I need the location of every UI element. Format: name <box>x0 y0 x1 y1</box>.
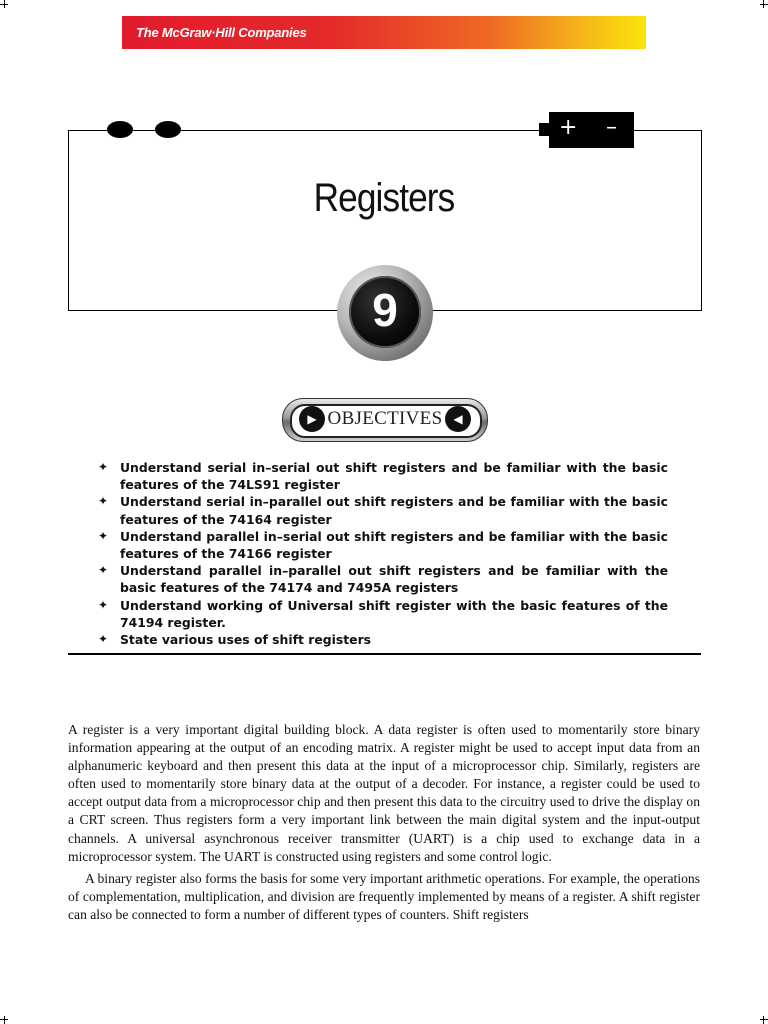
objective-item <box>98 459 668 493</box>
crop-mark-tr-v <box>763 0 764 8</box>
objective-text: Understand working of Universal shift register with the basic features of the 74194 register. <box>120 597 668 630</box>
circuit-node-right <box>155 121 181 138</box>
crop-mark-tl-v <box>4 0 5 8</box>
chapter-number: 9 <box>372 284 398 336</box>
crop-mark-bl-v <box>4 1016 5 1024</box>
bullet-icon: ✦ <box>98 494 109 509</box>
objective-item <box>98 597 668 631</box>
objective-text: Understand parallel in–parallel out shift registers and be familiar with the basic features of the 74174 and 7495A registers <box>120 563 668 596</box>
circuit-node-left <box>107 121 133 138</box>
battery-minus-symbol: – <box>606 115 617 140</box>
bullet-icon: ✦ <box>98 597 109 612</box>
section-divider <box>68 653 701 655</box>
objective-item <box>98 562 668 596</box>
publisher-name: The McGraw·Hill Companies <box>136 25 307 40</box>
objective-text: Understand serial in–parallel out shift registers and be familiar with the basic features of the 74164 register <box>120 494 668 527</box>
chapter-title: Registers <box>313 176 455 220</box>
bullet-icon: ✦ <box>98 632 109 647</box>
bullet-icon: ✦ <box>98 460 109 474</box>
body-text <box>68 721 700 924</box>
objectives-list <box>98 459 668 648</box>
objective-text: Understand parallel in–serial out shift registers and be familiar with the basic features of the 74166 register <box>120 528 668 562</box>
objectives-label: OBJECTIVES <box>327 408 443 429</box>
objective-text: Understand serial in–serial out shift registers and be familiar with the basic features of the 74LS91 register <box>120 460 668 493</box>
body-paragraph: A register is a very important digital building block. A data register is often used to momentarily store binary information appearing at the output of an encoding matrix. A register might be used to accept input data from an alphanumeric keyboard and then present this data at the input of a microprocessor chip. Similarly, registers are often used to momentarily store binary data at the output of a decoder. For instance, a register could be used to accept output data from a microprocessor chip and then present this data to the circuitry used to drive the display on a CRT screen. Thus registers form a very important link between the main digital system and the input-output channels. A universal asynchronous receiver transmitter (UART) is a chip used to exchange data in a microprocessor system. The UART is constructed using registers and some control logic. <box>68 722 700 864</box>
bullet-icon: ✦ <box>98 528 109 543</box>
play-right-icon: ▶ <box>299 406 325 432</box>
crop-mark-tr-h <box>760 4 768 5</box>
crop-mark-br-h <box>760 1019 768 1020</box>
objective-item <box>98 493 668 527</box>
publisher-banner <box>122 16 646 49</box>
objective-text: State various uses of shift registers <box>120 632 372 648</box>
play-left-icon: ◀ <box>445 406 471 432</box>
body-paragraph: A binary register also forms the basis for some very important arithmetic operations. For example, the operations of complementation, multiplication, and division are frequently implemented by means of a register. A shift register can also be connected to form a number of different types of counters. Shift registers <box>68 870 700 922</box>
bullet-icon: ✦ <box>98 563 109 578</box>
objective-item <box>98 631 668 648</box>
crop-mark-br-v <box>763 1016 764 1024</box>
battery-plus-symbol: + <box>559 115 578 140</box>
objective-item <box>98 528 668 562</box>
